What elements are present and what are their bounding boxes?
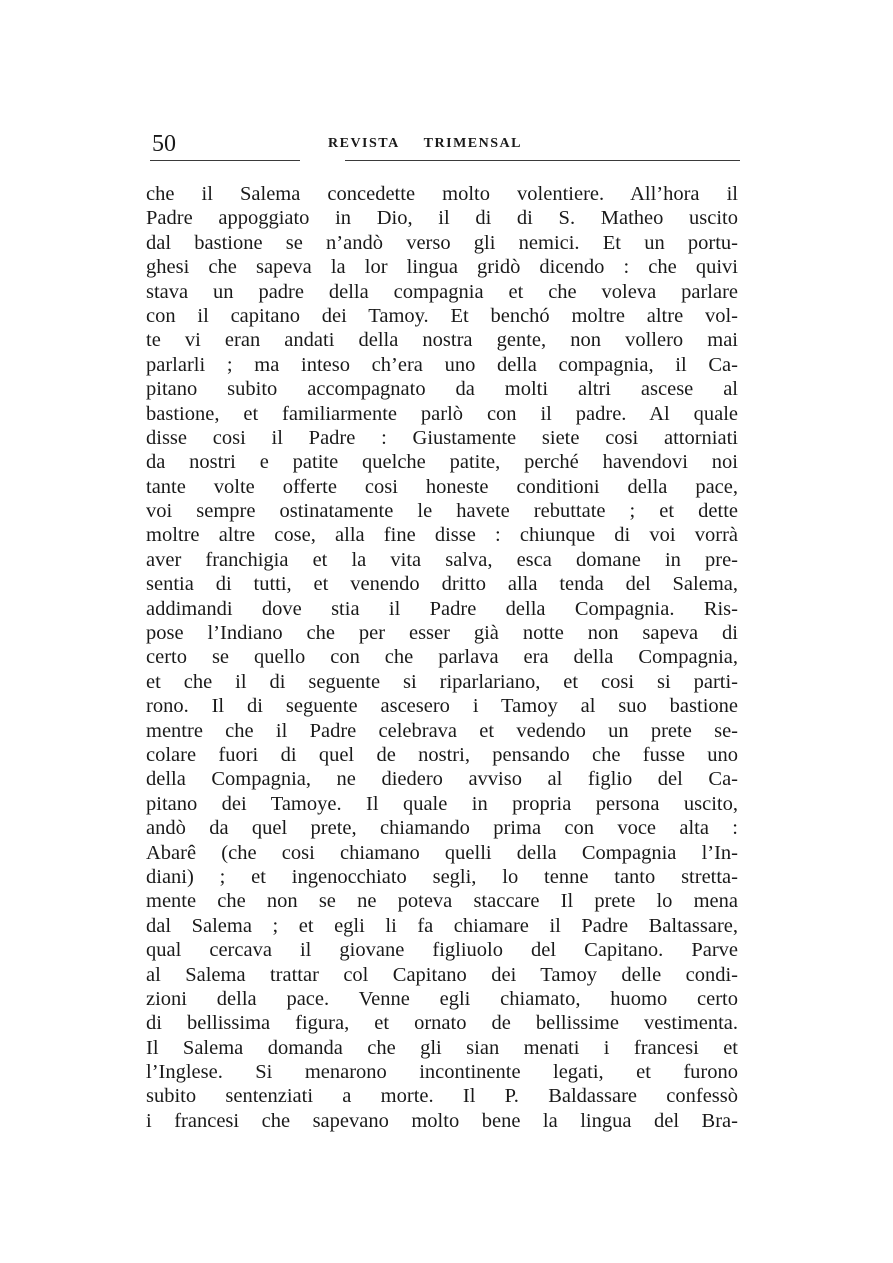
text-line: Padre appoggiato in Dio, il di di S. Matheo uscito [146,207,738,230]
text-line: con il capitano dei Tamoy. Et benchó moltre altre vol- [146,304,738,327]
text-line: colare fuori di quel de nostri, pensando che fusse uno [146,743,738,766]
text-line: ghesi che sapeva la lor lingua gridò dicendo : che quivi [146,256,738,279]
text-line: della Compagnia, ne diedero avviso al figlio del Ca- [146,768,738,791]
text-line: i francesi che sapevano molto bene la lingua del Bra- [146,1109,738,1132]
text-line: che il Salema concedette molto volentiere. All’hora il [146,183,738,205]
text-line: et che il di seguente si riparlariano, et cosi si parti- [146,670,738,693]
body-text [146,182,738,1133]
page-header [150,130,740,166]
page-number: 50 [152,131,176,157]
text-line: voi sempre ostinatamente le havete rebuttate ; et dette [146,500,738,523]
text-line: mentre che il Padre celebrava et vedendo un prete se- [146,719,738,742]
text-line: stava un padre della compagnia et che voleva parlare [146,280,738,303]
text-line: zioni della pace. Venne egli chiamato, huomo certo [146,987,738,1010]
text-line: pose l’Indiano che per esser già notte non sapeva di [146,622,738,645]
text-line: pitano subito accompagnato da molti altri ascese al [146,378,738,401]
text-line: bastione, et familiarmente parlò con il padre. Al quale [146,402,738,425]
text-line: aver franchigia et la vita salva, esca domane in pre- [146,548,738,571]
text-line: qual cercava il giovane figliuolo del Capitano. Parve [146,939,738,962]
text-line: di bellissima figura, et ornato de bellissime vestimenta. [146,1012,738,1035]
text-line: certo se quello con che parlava era della Compagnia, [146,646,738,669]
text-line: da nostri e patite quelche patite, perché havendovi noi [146,451,738,474]
text-line: al Salema trattar col Capitano dei Tamoy delle condi- [146,963,738,986]
text-line: rono. Il di seguente ascesero i Tamoy al suo bastione [146,695,738,718]
text-line: dal Salema ; et egli li fa chiamare il Padre Baltassare, [146,914,738,937]
text-line: Abarê (che cosi chiamano quelli della Compagnia l’In- [146,841,738,864]
running-title: REVISTA TRIMENSAL [328,136,522,151]
text-line: diani) ; et ingenocchiato segli, lo tenne tanto stretta- [146,865,738,888]
text-line: Il Salema domanda che gli sian menati i francesi et [146,1036,738,1059]
header-rule-right [345,160,740,161]
text-line: sentia di tutti, et venendo dritto alla tenda del Salema, [146,573,738,596]
text-line: moltre altre cose, alla fine disse : chiunque di voi vorrà [146,524,738,547]
text-line: tante volte offerte cosi honeste conditioni della pace, [146,475,738,498]
text-line: subito sentenziati a morte. Il P. Baldassare confessò [146,1085,738,1108]
text-line: parlarli ; ma inteso ch’era uno della compagnia, il Ca- [146,353,738,376]
header-rule-left [150,160,300,161]
text-line: te vi eran andati della nostra gente, non vollero mai [146,329,738,352]
text-line: l’Inglese. Si menarono incontinente legati, et furono [146,1061,738,1084]
text-line: andò da quel prete, chiamando prima con voce alta : [146,817,738,840]
text-line: pitano dei Tamoye. Il quale in propria persona uscito, [146,792,738,815]
text-line: dal bastione se n’andò verso gli nemici. Et un portu- [146,231,738,254]
text-line: disse cosi il Padre : Giustamente siete cosi attorniati [146,426,738,449]
text-line: mente che non se ne poteva staccare Il prete lo mena [146,890,738,913]
text-line: addimandi dove stia il Padre della Compagnia. Ris- [146,597,738,620]
